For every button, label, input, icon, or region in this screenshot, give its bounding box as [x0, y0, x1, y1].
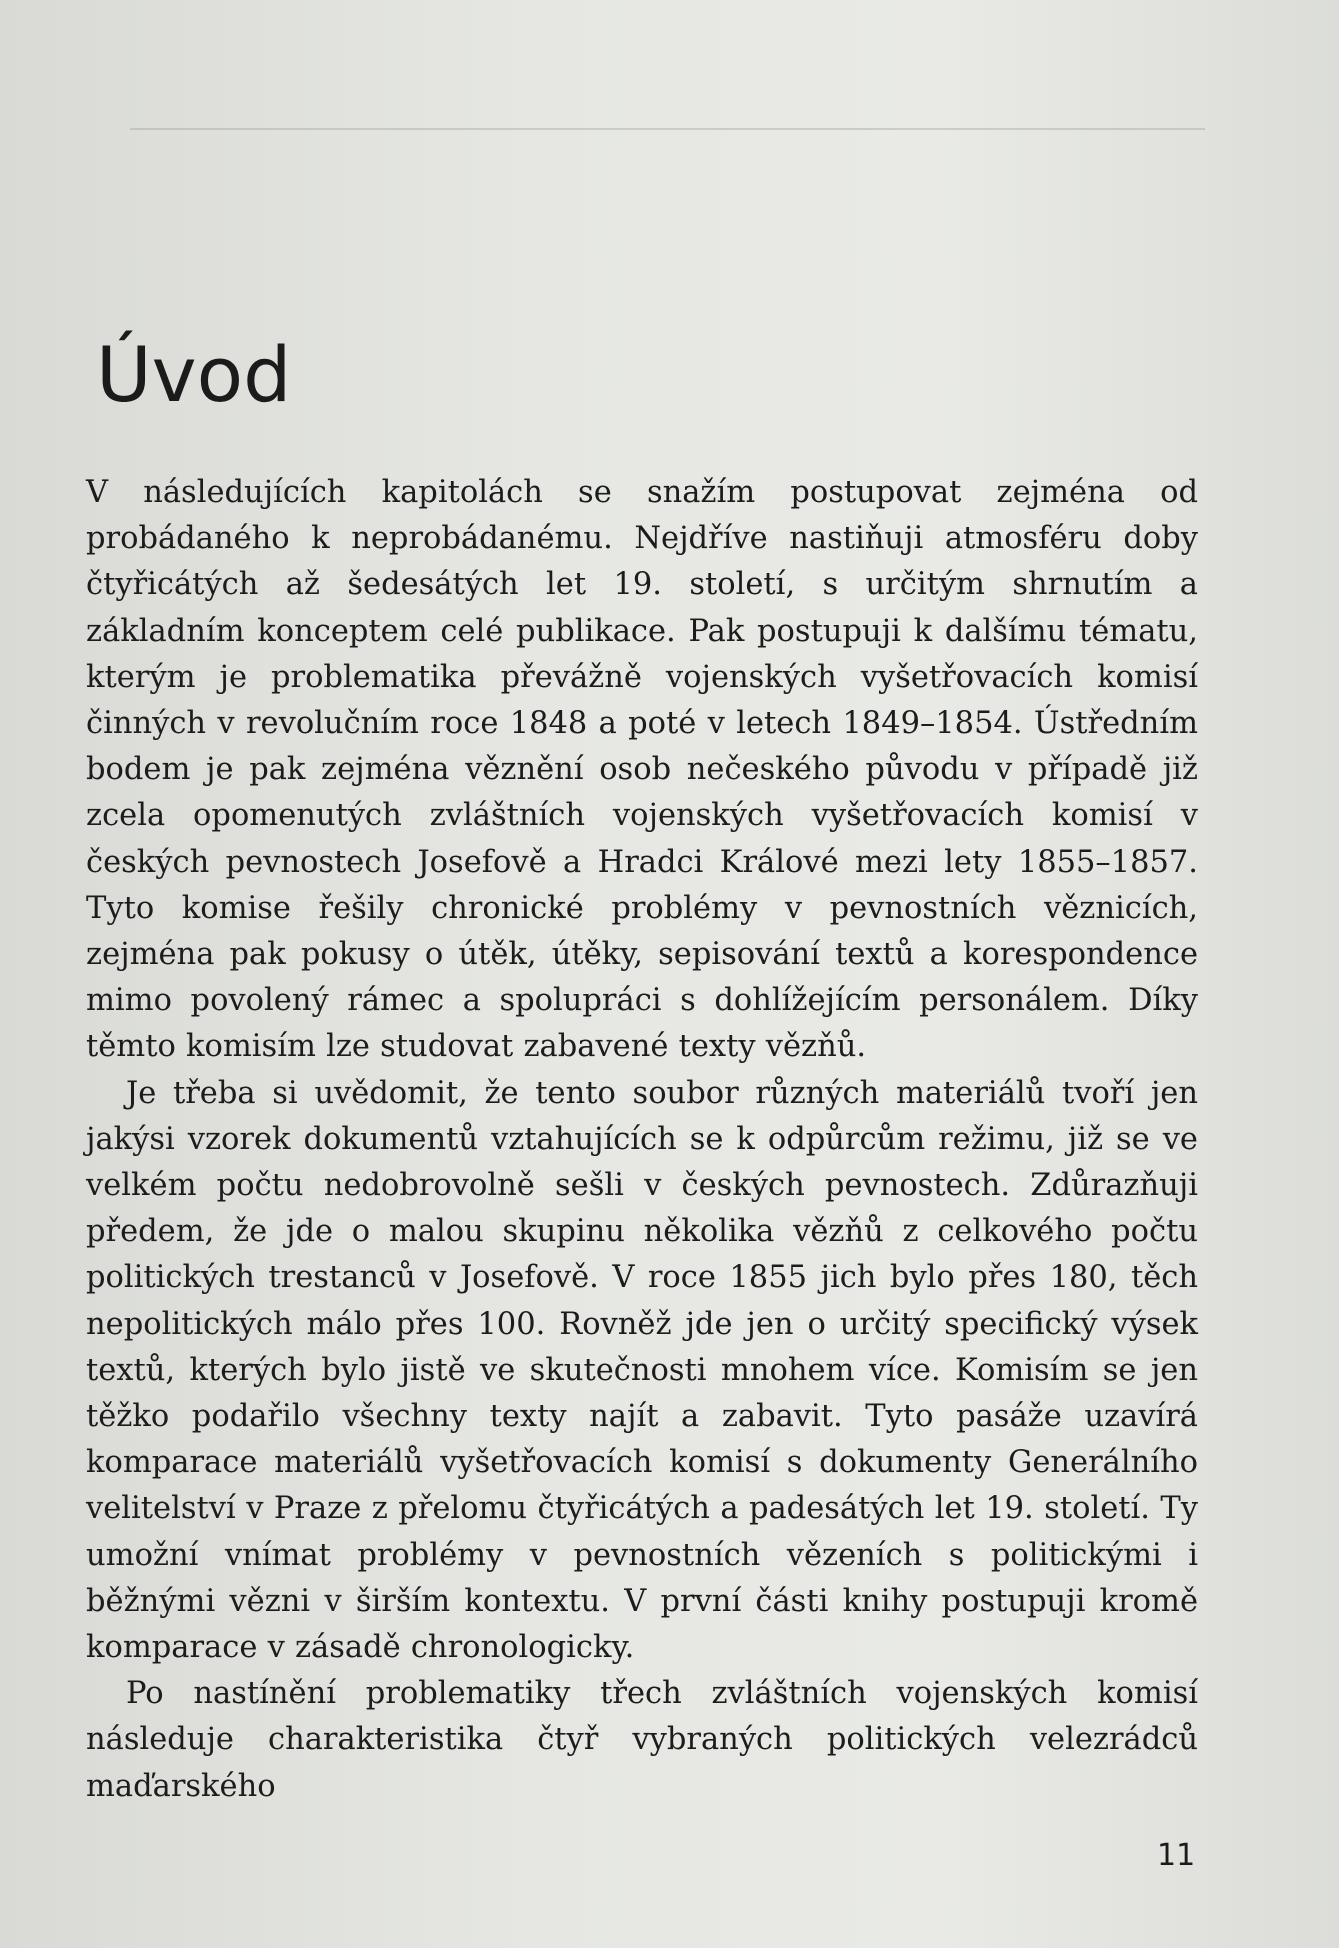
paragraph-2: Je třeba si uvědomit, že tento soubor různých materiálů tvoří jen jakýsi vzorek dokumentů vztahujících se k odpůrcům režimu, již se ve velkém počtu nedobrovolně sešli v českých pevnostech. Zdůrazňuji předem, že jde o malou skupinu několika vězňů z celkového počtu politických trestanců v Josefově. V roce 1855 jich bylo přes 180, těch nepolitických málo přes 100. Rovněž jde jen o určitý specifický výsek textů, kterých bylo jistě ve skutečnosti mnohem více. Komisím se jen těžko podařilo všechny texty najít a zabavit. Tyto pasáže uzavírá komparace materiálů vyšetřovacích komisí s dokumenty Generálního velitelství v Praze z přelomu čtyřicátých a padesátých let 19. století. Ty umožní vnímat problémy v pevnostních vězeních s politickými i běžnými vězni v širším kontextu. V první části knihy postupuji kromě komparace v zásadě chronologicky.: [86, 1075, 1198, 1666]
show-through-rule: [130, 128, 1205, 130]
body-text: [86, 470, 1198, 1810]
chapter-heading: Úvod: [96, 330, 292, 419]
paragraph-1: V následujících kapitolách se snažím postupovat zejména od probádaného k neprobádanému. Nejdříve nastiňuji atmosféru doby čtyřicátých až šedesátých let 19. století, s určitým shrnutím a základním konceptem celé publikace. Pak postupuji k dalšímu tématu, kterým je problematika převážně vojenských vyšetřovacích komisí činných v revolučním roce 1848 a poté v letech 1849–1854. Ústředním bodem je pak zejména věznění osob nečeského původu v případě již zcela opomenutých zvláštních vojenských vyšetřovacích komisí v českých pevnostech Josefově a Hradci Králové mezi lety 1855–1857. Tyto komise řešily chronické problémy v pevnostních věznicích, zejména pak pokusy o útěk, útěky, sepisování textů a korespondence mimo povolený rámec a spolupráci s dohlížejícím personálem. Díky těmto komisím lze studovat zabavené texty vězňů.: [86, 475, 1198, 1065]
paragraph-3: Po nastínění problematiky třech zvláštních vojenských komisí následuje charakteristika čtyř vybraných politických velezrádců maďarského: [86, 1676, 1198, 1804]
page-number: 11: [1157, 1838, 1196, 1873]
